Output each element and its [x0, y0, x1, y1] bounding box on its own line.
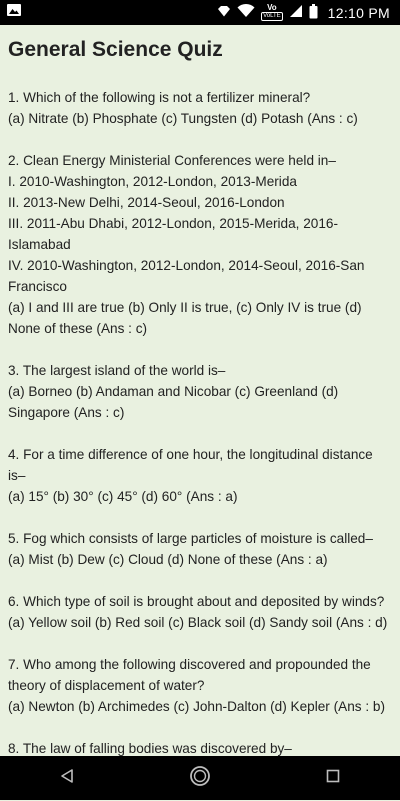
question-line: (a) Nitrate (b) Phosphate (c) Tungsten (d) Potash (Ans : c)	[8, 111, 358, 126]
question-line: (a) 15° (b) 30° (c) 45° (d) 60° (Ans : a)	[8, 489, 238, 504]
question-line: II. 2013-New Delhi, 2014-Seoul, 2016-London	[8, 195, 285, 210]
question-line: (a) I and III are true (b) Only II is true, (c) Only IV is true (d) None of these (Ans : c)	[8, 300, 362, 336]
wifi-icon	[237, 4, 255, 21]
question-text: 2. Clean Energy Ministerial Conferences were held in–	[8, 153, 336, 168]
question-text: 5. Fog which consists of large particles of moisture is called–	[8, 531, 373, 546]
question-list	[8, 87, 392, 801]
page-title: General Science Quiz	[8, 38, 223, 61]
volte-icon: Vo VoLTE	[263, 3, 281, 19]
quiz-question	[8, 360, 392, 423]
alarm-icon	[217, 4, 231, 21]
question-line: I. 2010-Washington, 2012-London, 2013-Merida	[8, 174, 297, 189]
question-line: IV. 2010-Washington, 2012-London, 2014-Seoul, 2016-San Francisco	[8, 258, 365, 294]
quiz-question	[8, 87, 392, 129]
question-text: 4. For a time difference of one hour, the longitudinal distance is–	[8, 447, 373, 483]
recents-square-icon	[326, 769, 340, 788]
navigation-bar	[0, 756, 400, 800]
quiz-question	[8, 150, 392, 339]
recents-button[interactable]	[303, 756, 363, 800]
quiz-question	[8, 654, 392, 717]
question-line: (a) Newton (b) Archimedes (c) John-Dalton (d) Kepler (Ans : b)	[8, 699, 385, 714]
status-bar	[0, 0, 400, 25]
question-line: (a) Yellow soil (b) Red soil (c) Black soil (d) Sandy soil (Ans : d)	[8, 615, 388, 630]
battery-icon	[309, 4, 318, 22]
question-line: (a) Borneo (b) Andaman and Nicobar (c) Greenland (d) Singapore (Ans : c)	[8, 384, 339, 420]
quiz-question	[8, 444, 392, 507]
status-time: 12:10 PM	[327, 4, 390, 21]
back-triangle-icon	[59, 768, 75, 789]
home-button[interactable]	[170, 756, 230, 800]
question-text: 6. Which type of soil is brought about and deposited by winds?	[8, 594, 385, 609]
question-text: 8. The law of falling bodies was discovered by–	[8, 741, 292, 756]
quiz-question	[8, 528, 392, 570]
question-line: (a) Mist (b) Dew (c) Cloud (d) None of these (Ans : a)	[8, 552, 328, 567]
question-text: 3. The largest island of the world is–	[8, 363, 226, 378]
question-line: III. 2011-Abu Dhabi, 2012-London, 2015-Merida, 2016-Islamabad	[8, 216, 338, 252]
question-text: 1. Which of the following is not a fertilizer mineral?	[8, 90, 311, 105]
quiz-content[interactable]	[0, 25, 400, 756]
image-notification-icon	[6, 3, 22, 22]
quiz-question	[8, 591, 392, 633]
question-text: 7. Who among the following discovered and propounded the theory of displacement of water?	[8, 657, 371, 693]
home-circle-icon	[189, 765, 211, 792]
back-button[interactable]	[37, 756, 97, 800]
cellular-signal-icon	[289, 4, 303, 21]
